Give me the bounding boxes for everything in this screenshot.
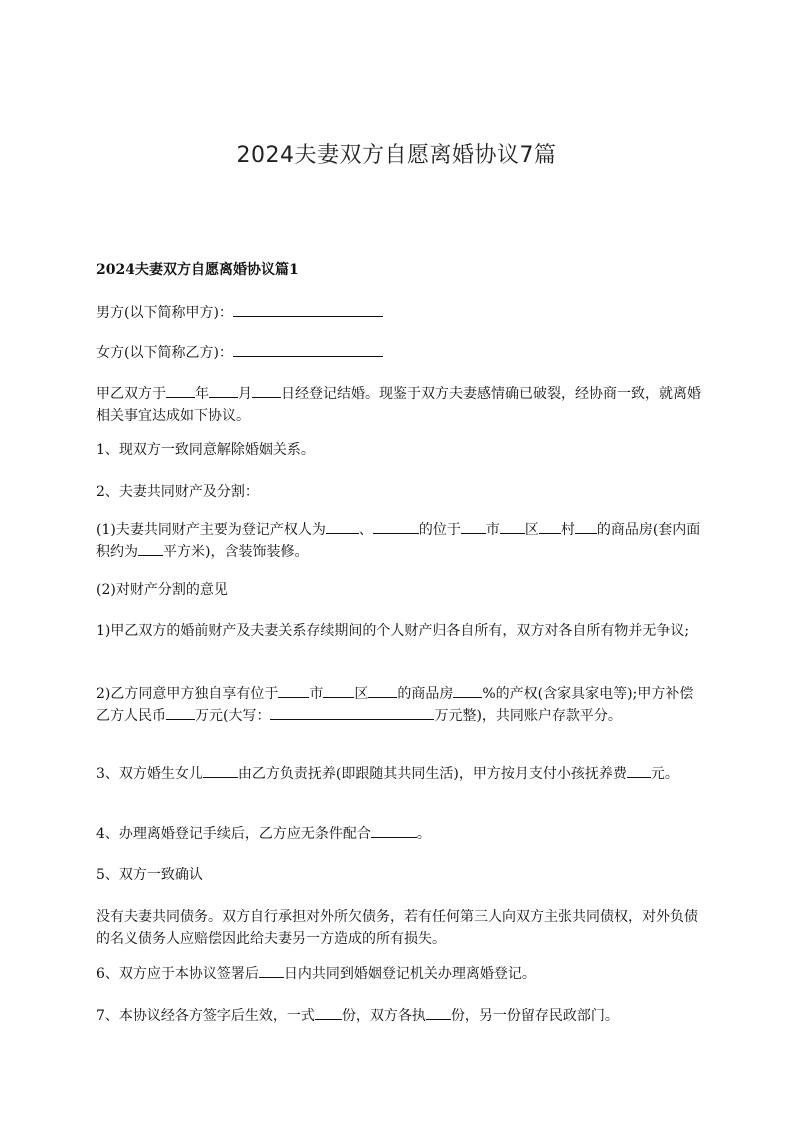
section-title: 2024夫妻双方自愿离婚协议篇1 [96,262,299,278]
house-city-blank [278,683,309,698]
clause-2-1-text-8: 平方米)，含装饰装修。 [163,544,309,560]
clause-2: 2、夫妻共同财产及分割： [96,484,259,500]
cooperation-blank [371,823,417,838]
copies-each-blank [426,1005,451,1020]
clause-2-2-2-text-6: 万元(大写： [195,708,271,724]
house-location-blank [368,683,397,698]
clause-3-text-3: 元。 [650,766,679,782]
day-blank [252,383,281,398]
owner-1-blank [326,519,359,534]
clause-6-text-1: 6、双方应于本协议签署后 [96,966,259,982]
clause-2-2: (2)对财产分割的意见 [96,582,228,598]
intro-text-4: 日经登记结婚。现鉴于双方夫妻感情确已破裂，经协商一致，就离婚相关事宜达成如下协议。 [96,386,701,424]
village-blank [539,519,561,534]
clause-2-1-text-6: 村 [560,522,575,538]
copies-total-blank [315,1005,342,1020]
clause-2-2-2 [96,683,702,727]
house-district-blank [323,683,354,698]
intro-text-1: 甲乙双方于 [96,386,166,402]
clause-4-text-2: 。 [416,826,431,842]
male-party-label: 男方(以下简称甲方)： [96,305,233,321]
daughter-name-blank [203,763,238,778]
clause-7-text-1: 7、本协议经各方签字后生效，一式 [96,1008,315,1024]
intro-paragraph [96,383,702,427]
clause-2-2-2-text-1: 2)乙方同意甲方独自享有位于 [96,686,279,702]
female-party-line [96,342,702,364]
clause-7-text-2: 份，双方各执 [341,1008,426,1024]
area-blank [138,541,163,556]
owner-2-blank [373,519,419,534]
clause-2-1-text-4: 市 [485,522,500,538]
document-title: 2024夫妻双方自愿离婚协议7篇 [236,143,557,168]
share-percent-blank [453,683,482,698]
clause-6 [96,963,702,985]
male-party-line [96,302,702,324]
clause-7-text-3: 份，另一份留存民政部门。 [450,1008,619,1024]
clause-2-1-text-2: 、 [358,522,373,538]
clause-5: 5、双方一致确认 [96,867,203,883]
clause-3-text-2: 由乙方负责抚养(即跟随其共同生活)，甲方按月支付小孩抚养费 [237,766,627,782]
clause-7 [96,1005,702,1027]
clause-2-2-2-text-2: 市 [309,686,324,702]
clause-2-2-2-text-7: 万元整)，共同账户存款平分。 [434,708,622,724]
house-blank [575,519,597,534]
compensation-blank [166,705,195,720]
clause-2-2-2-text-5: %的产权(含家具家电等);甲方补偿乙方人民币 [96,686,694,724]
male-name-blank [233,302,383,317]
clause-2-1-text-7: 的商品房(套内面积约为 [96,522,701,560]
intro-text-2: 年 [195,386,209,402]
clause-2-1-text-1: (1)夫妻共同财产主要为登记产权人为 [96,522,326,538]
year-blank [166,383,195,398]
clause-3-text-1: 3、双方婚生女儿 [96,766,203,782]
clause-2-2-2-text-4: 的商品房 [397,686,454,702]
days-blank [259,963,284,978]
month-blank [209,383,238,398]
clause-2-1-text-3: 的位于 [418,522,461,538]
clause-2-2-2-text-3: 区 [354,686,369,702]
clause-2-1 [96,519,702,563]
debt-paragraph: 没有夫妻共同债务。双方自行承担对外所欠债务，若有任何第三人向双方主张共同债权，对外负债的名义债务人应赔偿因此给夫妻另一方造成的所有损失。 [96,909,698,947]
clause-4 [96,823,702,845]
intro-text-3: 月 [238,386,252,402]
clause-2-2-1: 1)甲乙双方的婚前财产及夫妻关系存续期间的个人财产归各自所有，双方对各自所有物并无争议; [96,623,690,639]
female-party-label: 女方(以下简称乙方)： [96,345,233,361]
city-blank [461,519,486,534]
clause-1: 1、现双方一致同意解除婚姻关系。 [96,442,315,458]
compensation-words-blank [270,705,434,720]
female-name-blank [233,342,383,357]
clause-3 [96,763,702,785]
support-amount-blank [627,763,651,778]
clause-2-1-text-5: 区 [524,522,539,538]
clause-6-text-2: 日内共同到婚姻登记机关办理离婚登记。 [283,966,536,982]
district-blank [500,519,525,534]
clause-4-text-1: 4、办理离婚登记手续后，乙方应无条件配合 [96,826,371,842]
